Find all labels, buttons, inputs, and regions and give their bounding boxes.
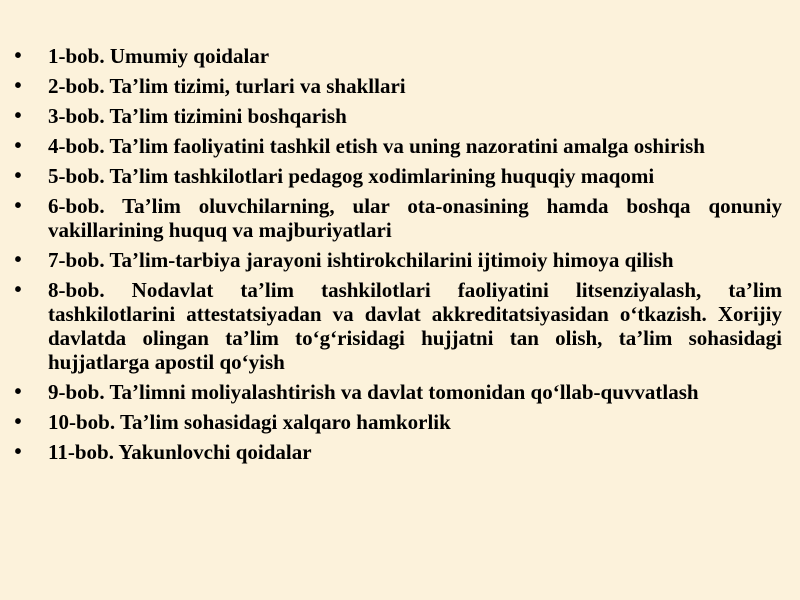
- list-item: [0, 278, 800, 374]
- list-item: [0, 164, 800, 188]
- chapter-title-1: 1-bob. Umumiy qoidalar: [48, 44, 270, 68]
- list-item: [0, 248, 800, 272]
- list-item: [0, 440, 800, 464]
- chapter-title-11: 11-bob. Yakunlovchi qoidalar: [48, 440, 312, 464]
- chapter-title-7: 7-bob. Ta’lim-tarbiya jarayoni ishtirokchilarini ijtimoiy himoya qilish: [48, 248, 674, 272]
- bullet-icon: •: [14, 249, 22, 271]
- bullet-icon: •: [14, 165, 22, 187]
- list-item: [0, 134, 800, 158]
- list-item: [0, 74, 800, 98]
- chapter-list: [0, 44, 800, 470]
- bullet-icon: •: [14, 105, 22, 127]
- list-item: [0, 104, 800, 128]
- bullet-icon: •: [14, 441, 22, 463]
- bullet-icon: •: [14, 411, 22, 433]
- bullet-icon: •: [14, 135, 22, 157]
- chapter-title-9: 9-bob. Ta’limni moliyalashtirish va davlat tomonidan qo‘llab-quvvatlash: [48, 380, 699, 404]
- list-item: [0, 380, 800, 404]
- chapter-title-10: 10-bob. Ta’lim sohasidagi xalqaro hamkorlik: [48, 410, 451, 434]
- bullet-icon: •: [14, 279, 22, 301]
- bullet-icon: •: [14, 45, 22, 67]
- chapter-title-5: 5-bob. Ta’lim tashkilotlari pedagog xodimlarining huquqiy maqomi: [48, 164, 655, 188]
- chapter-title-4: 4-bob. Ta’lim faoliyatini tashkil etish va uning nazoratini amalga oshirish: [48, 134, 705, 158]
- chapter-title-8: 8-bob. Nodavlat ta’lim tashkilotlari faoliyatini litsenziyalash, ta’lim tashkilotlarini attestatsiyadan va davlat akkreditatsiyasidan o‘tkazish. Xorijiy davlatda olingan ta’lim to‘g‘risidagi hujjatni tan olish, ta’lim sohasidagi hujjatlarga apostil qo‘yish: [48, 278, 782, 374]
- list-item: [0, 194, 800, 242]
- list-item: [0, 410, 800, 434]
- bullet-icon: •: [14, 195, 22, 217]
- chapter-title-6: 6-bob. Ta’lim oluvchilarning, ular ota-onasining hamda boshqa qonuniy vakillarining huquq va majburiyatlari: [48, 194, 782, 242]
- chapter-title-3: 3-bob. Ta’lim tizimini boshqarish: [48, 104, 347, 128]
- bullet-icon: •: [14, 381, 22, 403]
- chapter-title-2: 2-bob. Ta’lim tizimi, turlari va shakllari: [48, 74, 406, 98]
- bullet-icon: •: [14, 75, 22, 97]
- list-item: [0, 44, 800, 68]
